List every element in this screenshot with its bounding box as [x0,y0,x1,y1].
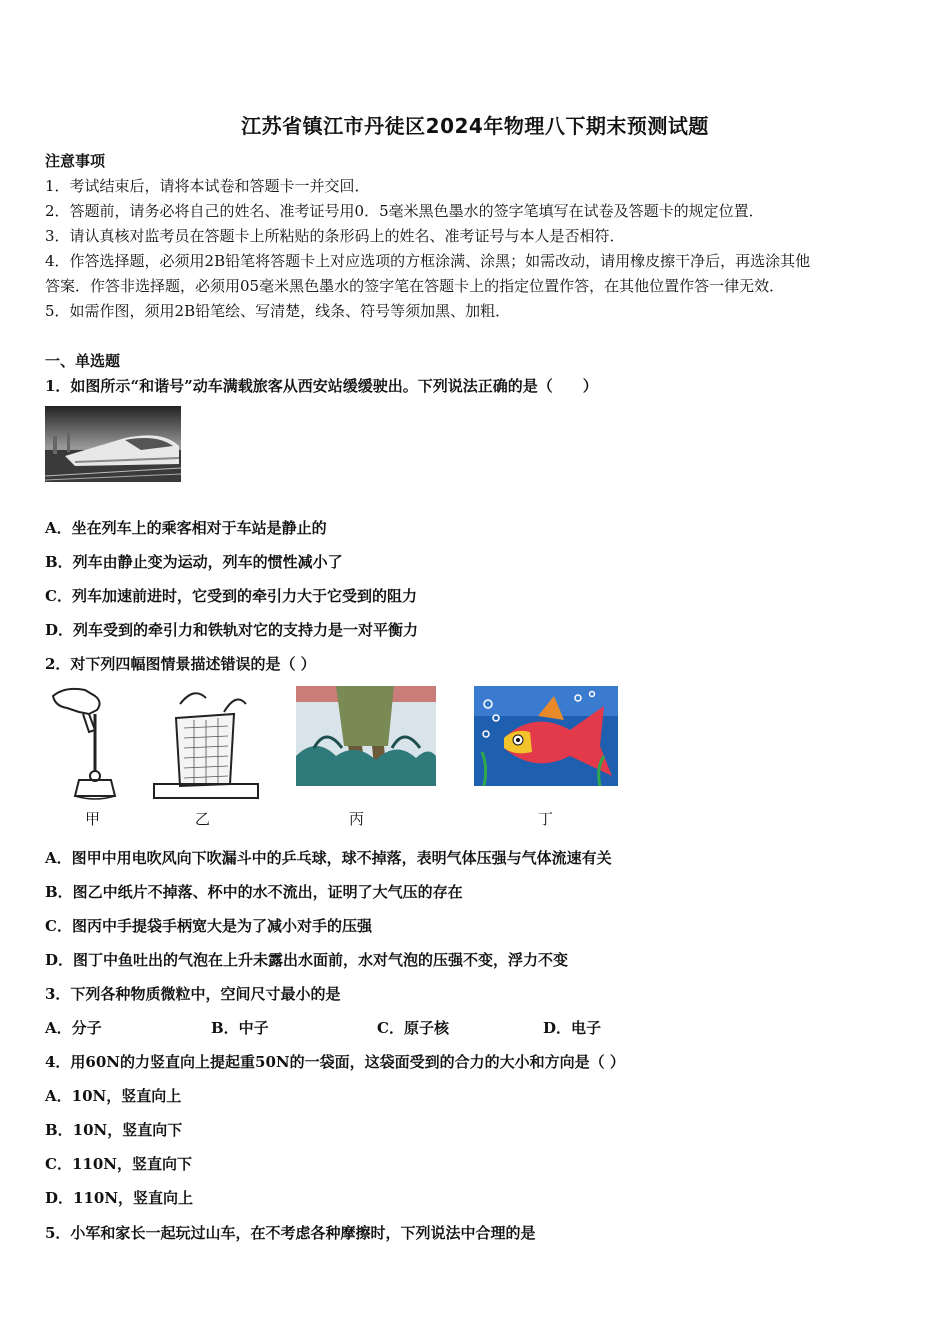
question-3-option-a: A．分子 [45,1019,102,1037]
question-4-stem: 4．用60N的力竖直向上提起重50N的一袋面，这袋面受到的合力的大小和方向是（ ） [45,1053,625,1071]
question-2-option-a: A．图甲中用电吹风向下吹漏斗中的乒乓球，球不掉落，表明气体压强与气体流速有关 [45,849,612,867]
question-4-option-d: D．110N，竖直向上 [45,1189,194,1207]
question-2-option-b: B．图乙中纸片不掉落、杯中的水不流出，证明了大气压的存在 [45,883,463,901]
question-4-option-c: C．110N，竖直向下 [45,1155,192,1173]
question-3-stem: 3．下列各种物质微粒中，空间尺寸最小的是 [45,985,341,1003]
figure-caption-ding: 丁 [538,810,554,828]
notice-item: 5．如需作图，须用2B铅笔绘、写清楚，线条、符号等须加黑、加粗． [45,302,511,320]
figure-caption-bing: 丙 [349,810,365,828]
figure-caption-yi: 乙 [195,810,211,828]
notice-item: 答案．作答非选择题，必须用05毫米黑色墨水的签字笔在答题卡上的指定位置作答，在其他位置作答一律无效． [45,277,785,295]
question-2-option-c: C．图丙中手提袋手柄宽大是为了减小对手的压强 [45,917,372,935]
question-2-stem: 2．对下列四幅图情景描述错误的是（ ） [45,655,316,673]
notice-item: 1．考试结束后，请将本试卷和答题卡一并交回． [45,177,370,195]
notice-item: 4．作答选择题，必须用2B铅笔将答题卡上对应选项的方框涂满、涂黑；如需改动，请用橡皮擦干净后，再选涂其他 [45,252,811,270]
section-heading: 一、单选题 [45,352,121,370]
notice-item: 2．答题前，请务必将自己的姓名、准考证号用0．5毫米黑色墨水的签字笔填写在试卷及答题卡的规定位置． [45,202,764,220]
notice-item: 3．请认真核对监考员在答题卡上所粘贴的条形码上的姓名、准考证号与本人是否相符． [45,227,625,245]
figure-caption-jia: 甲 [85,810,101,828]
notice-heading: 注意事项 [45,152,106,170]
hair-dryer-funnel-figure [45,684,125,802]
cup-paper-figure [150,684,260,802]
question-2-option-d: D．图丁中鱼吐出的气泡在上升未露出水面前，水对气泡的压强不变，浮力不变 [45,951,569,969]
question-1-stem: 1．如图所示“和谐号”动车满载旅客从西安站缓缓驶出。下列说法正确的是（ ） [45,377,598,395]
question-1-option-d: D．列车受到的牵引力和铁轨对它的支持力是一对平衡力 [45,621,419,639]
question-1-option-b: B．列车由静止变为运动，列车的惯性减小了 [45,553,343,571]
question-3-option-d: D．电子 [543,1019,602,1037]
question-3-option-c: C．原子核 [377,1019,449,1037]
fish-bubbles-drawing [474,686,618,786]
question-5-stem: 5．小军和家长一起玩过山车，在不考虑各种摩擦时，下列说法中合理的是 [45,1224,536,1242]
question-4-option-b: B．10N，竖直向下 [45,1121,183,1139]
train-photo [45,406,181,482]
question-1-option-a: A．坐在列车上的乘客相对于车站是静止的 [45,519,327,537]
page-title: 江苏省镇江市丹徒区2024年物理八下期末预测试题 [241,114,709,138]
question-4-option-a: A．10N，竖直向上 [45,1087,182,1105]
question-3-option-b: B．中子 [211,1019,269,1037]
shopping-bag-photo [296,686,436,786]
question-1-option-c: C．列车加速前进时，它受到的牵引力大于它受到的阻力 [45,587,417,605]
